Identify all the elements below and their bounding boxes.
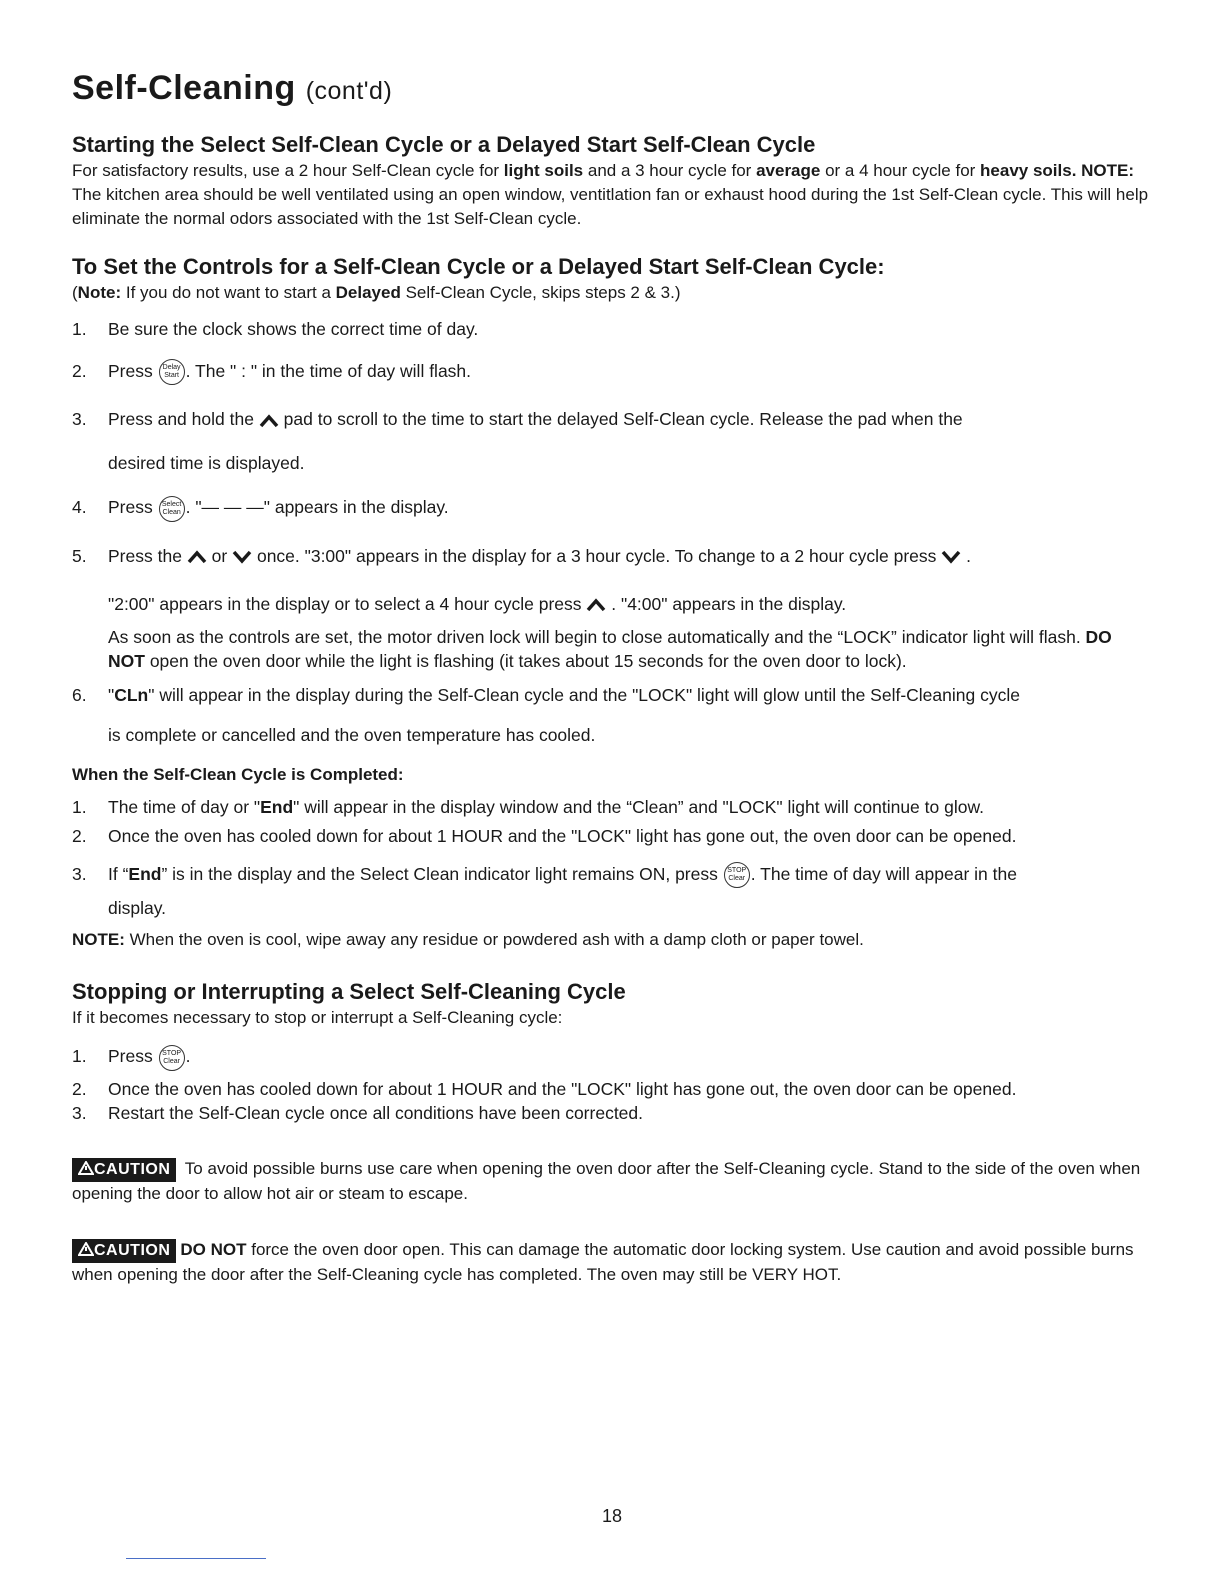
up-arrow-icon	[187, 550, 207, 564]
step-1: 1. Be sure the clock shows the correct time of day.	[72, 319, 479, 339]
completed-step-3-cont: display.	[108, 898, 167, 919]
warning-triangle-icon	[78, 1161, 94, 1175]
page-number: 18	[601, 1506, 623, 1526]
intro-paragraph: For satisfactory results, use a 2 hour Self-Clean cycle for light soils and a 3 hour cycle for average or a 4 hour cycle for heavy soils. NOTE: The kitchen area should be well ventilated using an open window, ventitlation fan or exhaust hood during the 1st Self-Clean cycle. This will help eliminate the normal odors associated with the 1st Self-Clean cycle.	[72, 161, 1149, 228]
caution-badge: CAUTION	[72, 1158, 176, 1182]
note-skip-steps: (Note: If you do not want to start a Delayed Self-Clean Cycle, skips steps 2 & 3.)	[72, 283, 681, 302]
caution-burns: CAUTION To avoid possible burns use care when opening the oven door after the Self-Cleaning cycle. Stand to the side of the oven when opening the door to allow hot air or steam to escape.	[72, 1158, 1141, 1203]
completed-step-3: 3. If “End” is in the display and the Select Clean indicator light remains ON, press STOP Clear . The time of day will appear in the	[72, 862, 1152, 888]
stop-clear-button-icon: STOP Clear	[159, 1045, 185, 1071]
step-3-cont: desired time is displayed.	[108, 453, 305, 474]
section-heading-starting: Starting the Select Self-Clean Cycle or a Delayed Start Self-Clean Cycle	[72, 132, 816, 157]
note-cool-oven: NOTE: When the oven is cool, wipe away any residue or powdered ash with a damp cloth or paper towel.	[72, 930, 864, 950]
completed-step-1: 1. The time of day or "End" will appear in the display window and the “Clean” and "LOCK" light will continue to glow.	[72, 796, 984, 817]
step-4: 4. Press Select Clean . "— — —" appears in the display.	[72, 495, 1152, 521]
stopping-step-2: 2. Once the oven has cooled down for about 1 HOUR and the "LOCK" light has gone out, the oven door can be opened.	[72, 1078, 1017, 1099]
step-6-cont: is complete or cancelled and the oven temperature has cooled.	[108, 724, 596, 745]
page-title	[72, 64, 1152, 115]
stopping-intro: If it becomes necessary to stop or interrupt a Self-Cleaning cycle:	[72, 1008, 563, 1028]
footer-rule	[126, 1558, 266, 1559]
step-3: 3. Press and hold the pad to scroll to the time to start the delayed Self-Clean cycle. Release the pad when the	[72, 409, 963, 430]
stopping-step-3: 3. Restart the Self-Clean cycle once all conditions have been corrected.	[72, 1102, 644, 1123]
completed-step-2: 2. Once the oven has cooled down for about 1 HOUR and the "LOCK" light has gone out, the oven door can be opened.	[72, 825, 1017, 846]
section-heading-set-controls: To Set the Controls for a Self-Clean Cycle or a Delayed Start Self-Clean Cycle:	[72, 254, 885, 279]
section-heading-stopping: Stopping or Interrupting a Select Self-Cleaning Cycle	[72, 979, 626, 1005]
down-arrow-icon	[232, 550, 252, 564]
warning-triangle-icon	[78, 1242, 94, 1256]
manual-page	[72, 64, 1152, 1287]
caution-door-lock: CAUTION DO NOT force the oven door open. This can damage the automatic door locking system. Use caution and avoid possible burns when opening the door after the Self-Cleaning cycle has completed. The oven may still be VERY HOT.	[72, 1239, 1134, 1284]
step-5-cont: "2:00" appears in the display or to select a 4 hour cycle press . "4:00" appears in the display.	[108, 593, 847, 614]
down-arrow-icon	[941, 550, 961, 564]
step-5-lock-note: As soon as the controls are set, the motor driven lock will begin to close automatically and the “LOCK” indicator light will flash. DO NOT open the oven door while the light is flashing (it takes about 15 seconds for the oven door to lock).	[108, 626, 1112, 671]
up-arrow-icon	[586, 598, 606, 612]
delay-start-button-icon: Delay Start	[159, 359, 185, 385]
caution-badge: CAUTION	[72, 1239, 176, 1263]
stop-clear-button-icon: STOP Clear	[724, 862, 750, 888]
title-main: Self-Cleaning	[72, 69, 296, 107]
step-5: 5. Press the or once. "3:00" appears in the display for a 3 hour cycle. To change to a 2 hour cycle press .	[72, 545, 972, 566]
select-clean-button-icon: Select Clean	[159, 496, 185, 522]
section-heading-completed: When the Self-Clean Cycle is Completed:	[72, 764, 404, 784]
title-sub: (cont'd)	[305, 77, 393, 105]
up-arrow-icon	[259, 414, 279, 428]
step-2: 2. Press Delay Start . The " : " in the time of day will flash.	[72, 359, 1152, 385]
step-6: 6. "CLn" will appear in the display during the Self-Clean cycle and the "LOCK" light will glow until the Self-Cleaning cycle	[72, 684, 1020, 705]
stopping-step-1: 1. Press STOP Clear .	[72, 1044, 1152, 1070]
